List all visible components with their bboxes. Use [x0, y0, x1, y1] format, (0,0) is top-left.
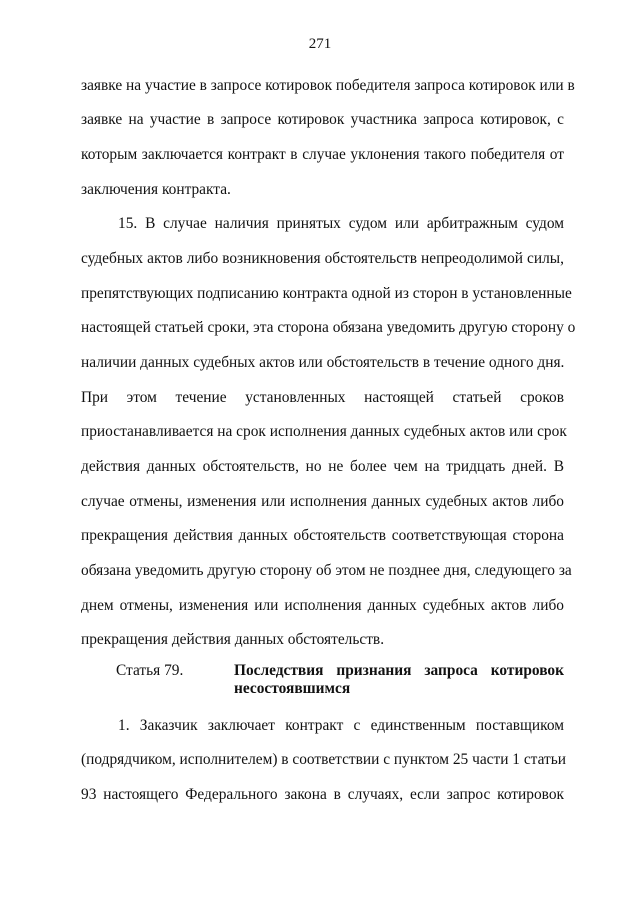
text-line: (подрядчиком, исполнителем) в соответствии с пунктом 25 части 1 статьи	[81, 751, 566, 768]
text-line: прекращения действия данных обстоятельств соответствующая сторона	[81, 527, 564, 544]
text-line: При этом течение установленных настоящей статьей сроков	[81, 389, 564, 406]
page-number: 271	[308, 36, 332, 52]
text-line: 15. В случае наличия принятых судом или арбитражным судом	[118, 215, 564, 232]
text-line: препятствующих подписанию контракта одной из сторон в установленные	[81, 285, 572, 302]
article-label: Статья 79.	[116, 662, 184, 679]
text-line: действия данных обстоятельств, но не более чем на тридцать дней. В	[81, 458, 564, 475]
text-line: которым заключается контракт в случае уклонения такого победителя от	[81, 146, 564, 163]
text-line: 1. Заказчик заключает контракт с единственным поставщиком	[118, 717, 564, 734]
text-line: приостанавливается на срок исполнения данных судебных актов или срок	[81, 423, 567, 440]
text-line: обязана уведомить другую сторону об этом не позднее дня, следующего за	[81, 562, 572, 579]
text-line: случае отмены, изменения или исполнения данных судебных актов либо	[81, 493, 564, 510]
text-line: заключения контракта.	[81, 181, 231, 198]
text-line: заявке на участие в запросе котировок победителя запроса котировок или в	[81, 77, 575, 94]
text-line: днем отмены, изменения или исполнения данных судебных актов либо	[81, 597, 564, 614]
article-title-line: Последствия признания запроса котировок	[234, 662, 564, 679]
article-title-line: несостоявшимся	[234, 680, 351, 697]
text-line: заявке на участие в запросе котировок участника запроса котировок, с	[81, 111, 564, 128]
text-line: судебных актов либо возникновения обстоятельств непреодолимой силы,	[81, 250, 564, 267]
text-line: настоящей статьей сроки, эта сторона обязана уведомить другую сторону о	[81, 319, 576, 336]
text-line: 93 настоящего Федерального закона в случаях, если запрос котировок	[81, 786, 564, 803]
text-line: прекращения действия данных обстоятельств.	[81, 631, 385, 648]
text-line: наличии данных судебных актов или обстоятельств в течение одного дня.	[81, 354, 565, 371]
